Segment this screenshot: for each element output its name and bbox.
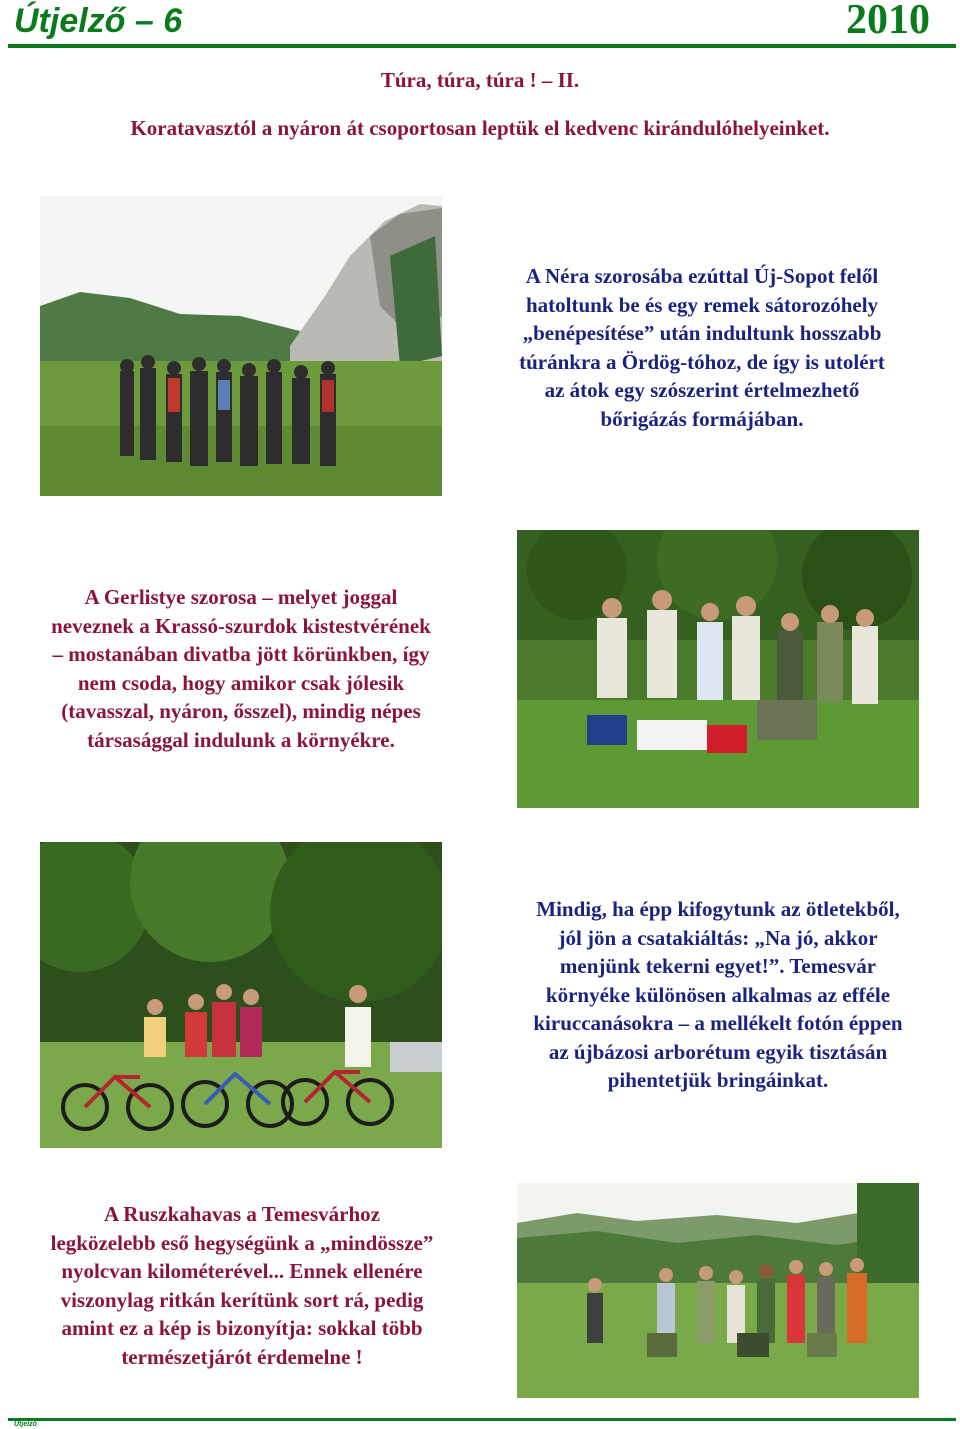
section-bike-line: jól jön a csatakiáltás: „Na jó, akkor [558,925,878,950]
section-ruszkahavas-line: amint ez a kép is bizonyítja: sokkal több [61,1316,423,1340]
section-bike-line: kiruccanásokra – a mellékelt fotón éppen [533,1011,903,1035]
section-gerlistye-line: nem csoda, hogy amikor csak jólesik [77,670,405,695]
section-gerlistye-line: A Gerlistye szorosa – melyet joggal [84,585,398,609]
section-bike-line: az újbázosi arborétum egyik tisztásán [548,1039,888,1064]
section-gerlistye-line: neveznek a Krassó-szurdok kistestvérének [51,613,431,638]
section-bike-line: Mindig, ha épp kifogytunk az ötletekből, [536,897,900,921]
section-nera-line: „benépesítése” után indultunk hosszabb [522,321,882,345]
article-intro: Koratavasztól a nyáron át csoportosan leptük el kedvenc kirándulóhelyeinket. [130,116,830,140]
section-bike-line: pihentetjük bringáinkat. [607,1068,829,1092]
photo-ruszkahavas-group [517,1183,919,1398]
photo-nera-gorge-group [40,196,442,496]
section-gerlistye-line: – mostanában divatba jött körünkben, így [52,642,430,666]
section-nera-line: túránkra a Ördög-tóhoz, de így is utolért [519,349,885,374]
section-bike-line: környéke különösen alkalmas az efféle [545,982,891,1007]
section-ruszkahavas-line: A Ruszkahavas a Temesvárhoz [104,1202,380,1226]
section-gerlistye-line: társasággal indulunk a környékre. [87,727,395,752]
photo-gerlistye-group [517,530,919,808]
section-bike-line: menjünk tekerni egyet!”. Temesvár [559,954,877,978]
section-nera-line: hatoltunk be és egy remek sátorozóhely [525,292,879,317]
header-rule [8,44,956,48]
photo-bicycle-arboretum [40,842,442,1148]
section-gerlistye-text [6,583,476,754]
article-title: Túra, túra, túra ! – II. [380,68,580,92]
header-year: 2010 [846,0,930,43]
footer-title: Útjelző [14,1421,37,1428]
section-ruszkahavas-line: természetjárót érdemelne ! [121,1344,363,1369]
section-nera-line: bőrigázás formájában. [600,406,804,431]
section-nera-line: az átok egy szószerint értelmezhető [544,378,860,402]
section-nera-text [462,262,942,433]
section-ruszkahavas-line: nyolcvan kilométerével... Ennek ellenére [61,1259,423,1283]
header-title: Útjelző – 6 [14,2,183,40]
section-bike-text [476,895,960,1095]
section-nera-line: A Néra szorosába ezúttal Új-Sopot felől [525,264,879,288]
section-ruszkahavas-line: legközelebb eső hegységünk a „mindössze” [50,1230,434,1255]
section-ruszkahavas-line: viszonylag ritkán kerítünk sort rá, pedig [60,1287,424,1312]
footer-rule [8,1418,956,1421]
section-gerlistye-line: (tavasszal, nyáron, ősszel), mindig népes [61,699,421,723]
section-ruszkahavas-text [4,1200,480,1371]
